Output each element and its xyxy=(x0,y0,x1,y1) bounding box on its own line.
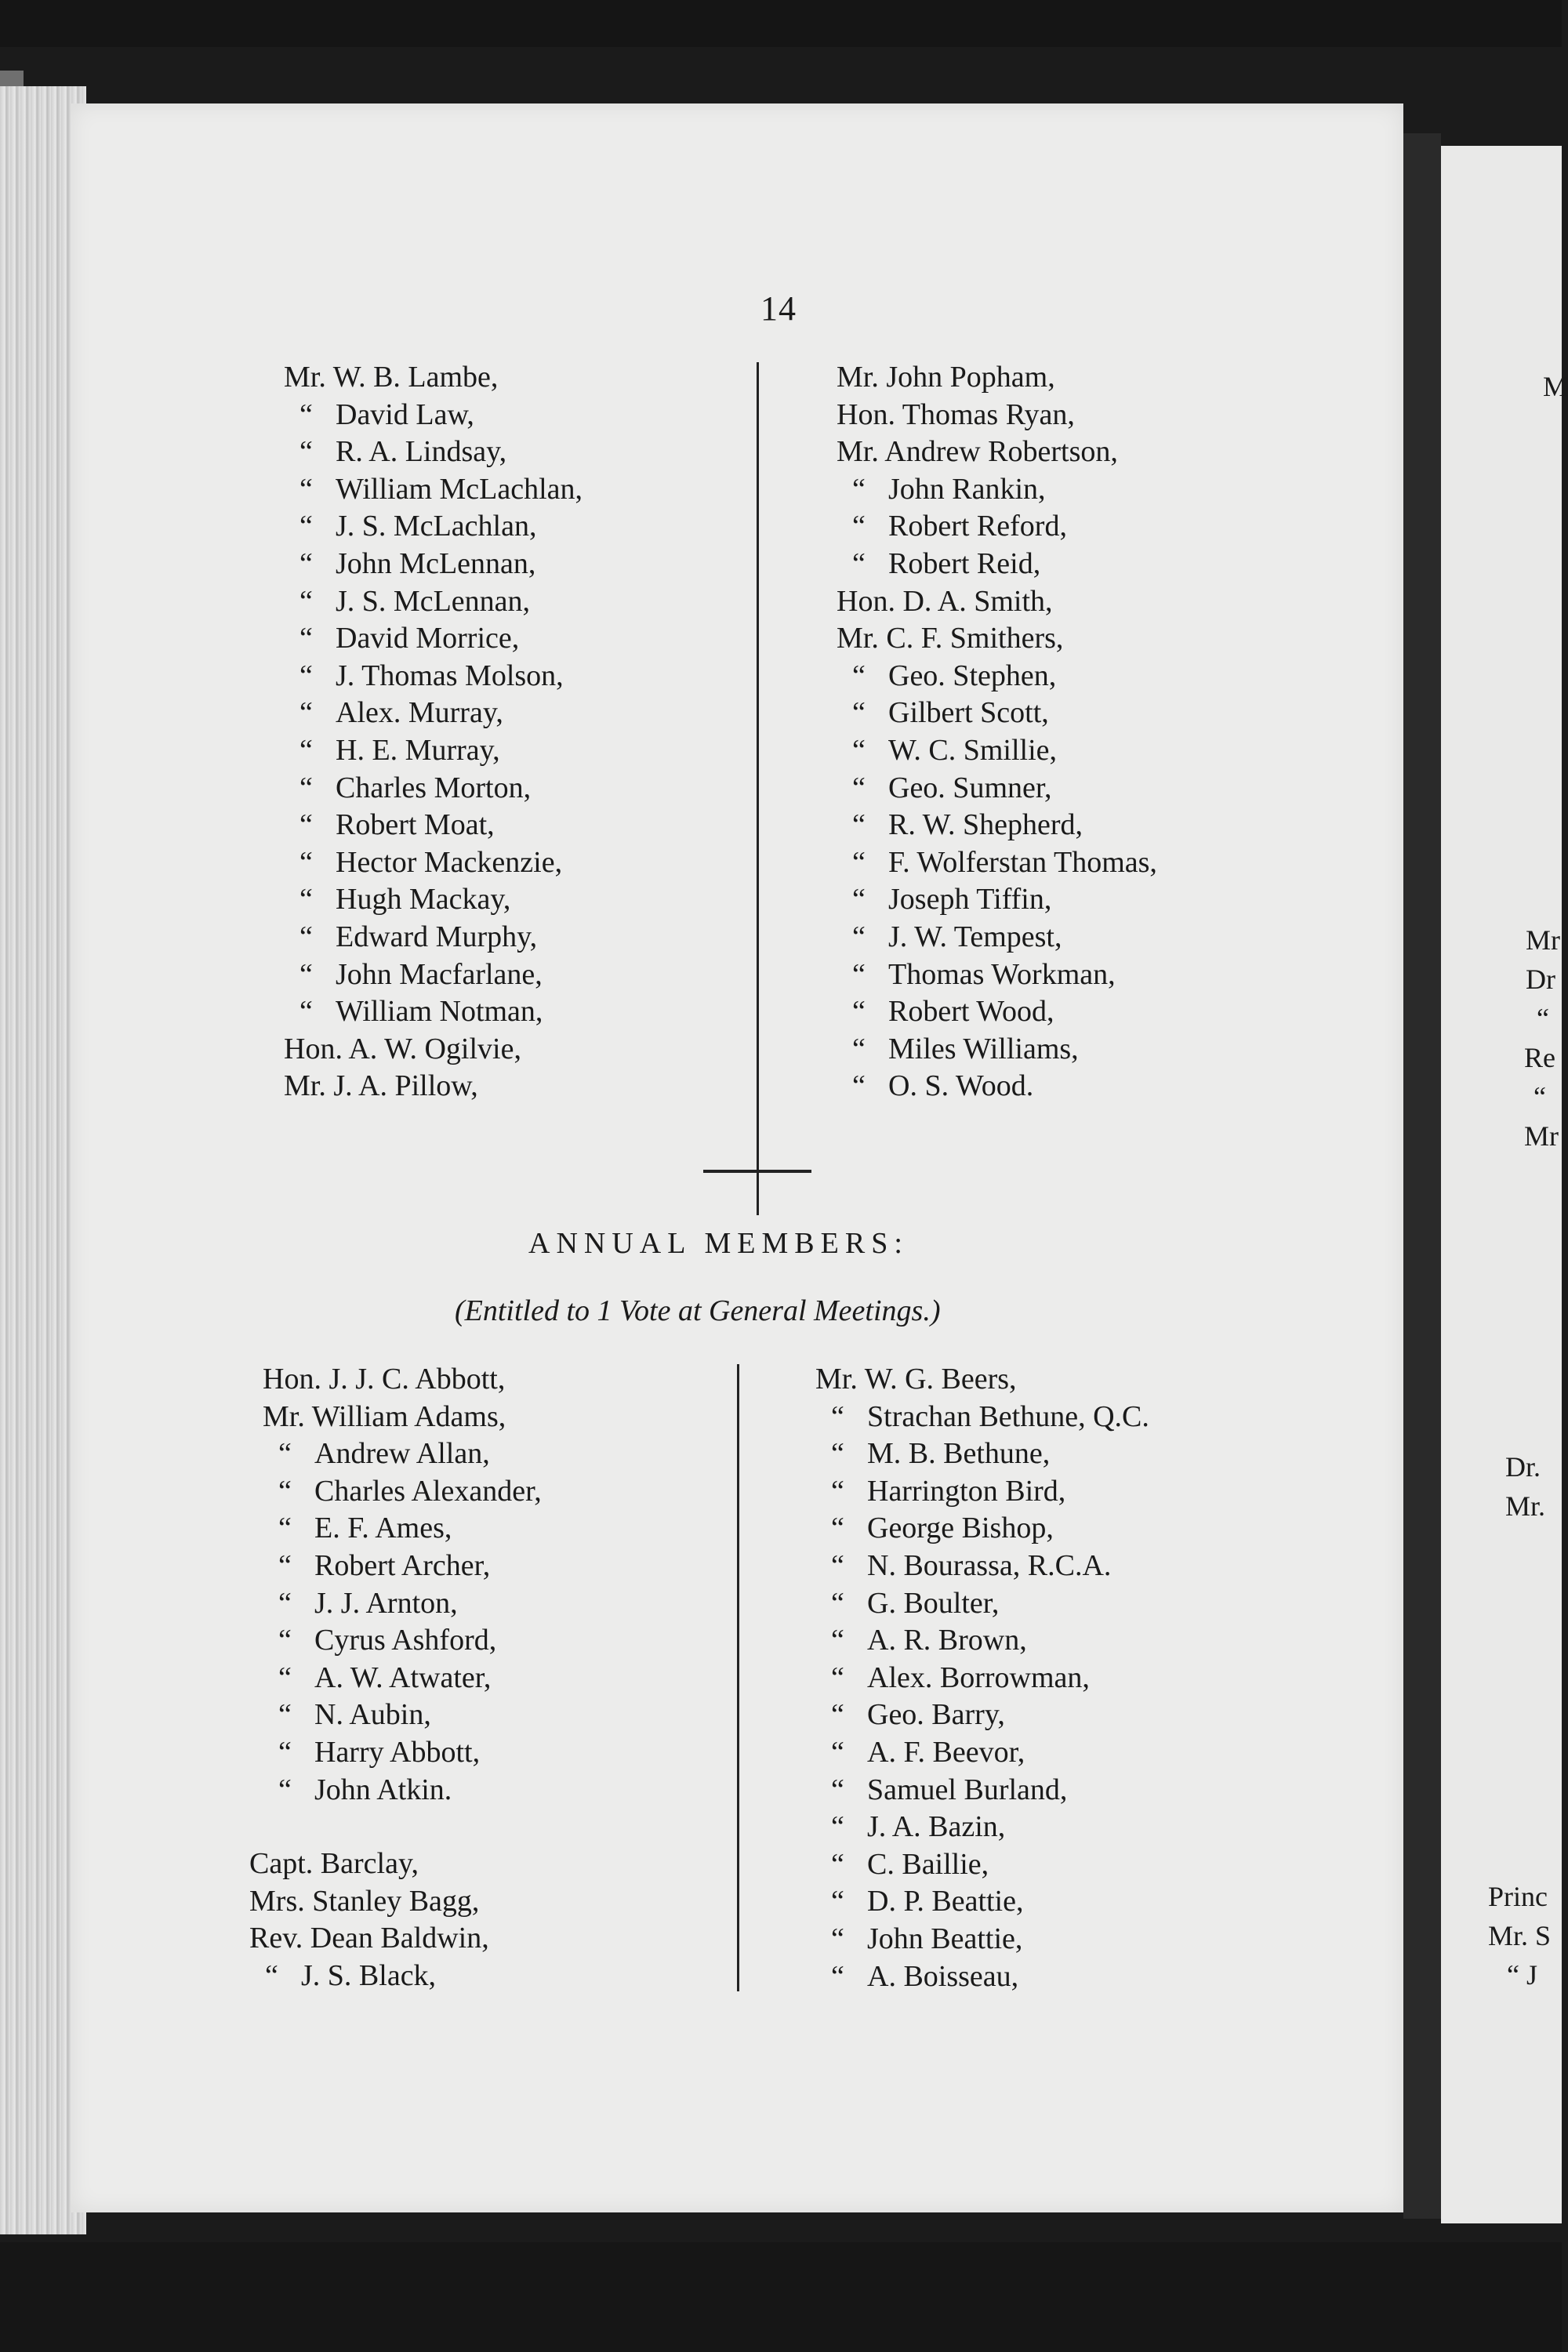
member-name: John Atkin. xyxy=(314,1773,452,1806)
member-entry xyxy=(837,397,1157,434)
page-number: 14 xyxy=(760,289,797,328)
member-name: W. B. Lambe, xyxy=(332,361,499,394)
member-name: John McLennan, xyxy=(336,546,536,580)
member-entry xyxy=(815,1436,1149,1473)
member-entry xyxy=(815,1399,1149,1436)
member-name: Dean Baldwin, xyxy=(310,1922,489,1955)
member-name: Robert Reid, xyxy=(888,546,1041,580)
member-entry xyxy=(284,993,583,1031)
member-entry xyxy=(815,1585,1149,1623)
ditto-mark: “ xyxy=(278,1548,292,1582)
member-entry xyxy=(837,993,1157,1031)
member-name: J. W. Tempest, xyxy=(888,920,1062,953)
member-name: J. S. Black, xyxy=(301,1958,437,1992)
member-entry xyxy=(263,1510,542,1548)
member-entry xyxy=(837,919,1157,956)
member-name: Andrew Allan, xyxy=(314,1437,490,1471)
ditto-mark: “ xyxy=(852,957,866,991)
member-name: Thomas Workman, xyxy=(888,957,1116,991)
member-entry xyxy=(815,1958,1149,1996)
member-entry xyxy=(284,620,583,658)
member-title: Mr. xyxy=(263,1399,305,1433)
member-title: Mr. xyxy=(837,622,879,655)
ditto-mark: “ xyxy=(278,1586,292,1620)
facing-page-fragment: Princ xyxy=(1488,1881,1548,1912)
ditto-mark: “ xyxy=(278,1512,292,1545)
member-entry xyxy=(815,1660,1149,1697)
member-name: A. W. Atwater, xyxy=(314,1661,492,1694)
member-entry xyxy=(815,1548,1149,1585)
member-entry xyxy=(815,1473,1149,1511)
ditto-mark: “ xyxy=(299,920,313,953)
ditto-mark: “ xyxy=(299,883,313,916)
facing-page-fragment: Mr xyxy=(1524,1120,1559,1152)
member-name: Cyrus Ashford, xyxy=(314,1624,497,1657)
member-entry xyxy=(284,397,583,434)
member-name: N. Aubin, xyxy=(314,1698,431,1732)
member-entry xyxy=(263,1585,542,1623)
member-name: A. F. Beevor, xyxy=(867,1735,1025,1769)
annual-members-left-group-2 xyxy=(249,1846,489,1994)
column-divider-top xyxy=(757,362,759,1215)
book-page xyxy=(71,103,1403,2212)
facing-page-fragment: M xyxy=(1543,371,1568,402)
member-name: Andrew Robertson, xyxy=(884,435,1118,469)
member-entry xyxy=(249,1958,489,1995)
member-entry xyxy=(263,1697,542,1734)
member-name: N. Bourassa, R.C.A. xyxy=(867,1548,1112,1582)
member-name: J. S. McLennan, xyxy=(336,584,531,618)
member-name: Alex. Borrowman, xyxy=(867,1661,1090,1694)
life-members-left-column xyxy=(284,359,583,1105)
member-entry xyxy=(249,1846,489,1883)
ditto-mark: “ xyxy=(852,771,866,804)
ditto-mark: “ xyxy=(852,1032,866,1065)
ditto-mark: “ xyxy=(278,1437,292,1471)
section-separator-rule xyxy=(703,1170,811,1173)
ditto-mark: “ xyxy=(852,845,866,879)
ditto-mark: “ xyxy=(831,1885,844,1918)
member-entry xyxy=(284,881,583,919)
ditto-mark: “ xyxy=(299,696,313,730)
ditto-mark: “ xyxy=(852,995,866,1029)
ditto-mark: “ xyxy=(831,1773,844,1806)
member-name: J. S. McLachlan, xyxy=(336,510,537,543)
member-name: Edward Murphy, xyxy=(336,920,538,953)
ditto-mark: “ xyxy=(299,472,313,506)
member-entry xyxy=(815,1809,1149,1846)
member-title: Rev. xyxy=(249,1922,303,1955)
ditto-mark: “ xyxy=(831,1512,844,1545)
member-entry xyxy=(837,844,1157,882)
member-name: Geo. Sumner, xyxy=(888,771,1052,804)
facing-page-fragment: Dr. xyxy=(1505,1451,1541,1483)
member-title: Mr. xyxy=(284,1069,326,1103)
member-entry xyxy=(284,471,583,509)
ditto-mark: “ xyxy=(831,1474,844,1508)
ditto-mark: “ xyxy=(265,1958,278,1992)
member-name: Geo. Barry, xyxy=(867,1698,1005,1732)
ditto-mark: “ xyxy=(831,1586,844,1620)
ditto-mark: “ xyxy=(299,845,313,879)
member-name: George Bishop, xyxy=(867,1512,1054,1545)
member-name: David Morrice, xyxy=(336,622,520,655)
ditto-mark: “ xyxy=(278,1661,292,1694)
ditto-mark: “ xyxy=(831,1399,844,1433)
member-entry xyxy=(284,434,583,471)
member-entry xyxy=(263,1473,542,1511)
member-entry xyxy=(815,1697,1149,1734)
ditto-mark: “ xyxy=(299,622,313,655)
member-name: Robert Moat, xyxy=(336,808,495,842)
member-title: Hon. xyxy=(837,397,895,431)
member-name: A. W. Ogilvie, xyxy=(348,1032,521,1065)
ditto-mark: “ xyxy=(278,1624,292,1657)
ditto-mark: “ xyxy=(299,808,313,842)
member-entry xyxy=(815,1622,1149,1660)
ditto-mark: “ xyxy=(831,1810,844,1844)
member-name: J. J. C. Abbott, xyxy=(328,1363,506,1396)
member-entry xyxy=(284,658,583,695)
member-name: John Rankin, xyxy=(888,472,1046,506)
member-name: Harry Abbott, xyxy=(314,1735,481,1769)
member-entry xyxy=(284,770,583,808)
facing-page-fragment: Dr xyxy=(1526,964,1555,995)
ditto-mark: “ xyxy=(299,771,313,804)
member-name: F. Wolferstan Thomas, xyxy=(888,845,1157,879)
ditto-mark: “ xyxy=(299,510,313,543)
member-name: A. Boisseau, xyxy=(867,1959,1019,1993)
member-entry xyxy=(263,1436,542,1473)
member-entry xyxy=(284,732,583,770)
ditto-mark: “ xyxy=(852,472,866,506)
ditto-mark: “ xyxy=(831,1698,844,1732)
member-entry xyxy=(263,1548,542,1585)
member-entry xyxy=(284,1031,583,1069)
member-entry xyxy=(837,1068,1157,1105)
ditto-mark: “ xyxy=(299,397,313,431)
member-entry xyxy=(284,583,583,621)
member-entry xyxy=(284,956,583,994)
member-title: Mr. xyxy=(837,435,879,469)
member-entry xyxy=(284,508,583,546)
member-entry xyxy=(837,881,1157,919)
member-title: Mrs. xyxy=(249,1884,305,1918)
ditto-mark: “ xyxy=(299,733,313,767)
member-entry xyxy=(815,1883,1149,1921)
member-title: Capt. xyxy=(249,1847,314,1880)
scanner-bottom-border xyxy=(0,2242,1562,2352)
member-name: Miles Williams, xyxy=(888,1032,1079,1065)
member-entry xyxy=(263,1660,542,1697)
member-entry xyxy=(284,844,583,882)
member-title: Mr. xyxy=(837,361,879,394)
member-entry xyxy=(263,1622,542,1660)
member-name: Joseph Tiffin, xyxy=(888,883,1052,916)
ditto-mark: “ xyxy=(831,1548,844,1582)
member-name: D. A. Smith, xyxy=(902,584,1053,618)
member-entry xyxy=(837,583,1157,621)
member-entry xyxy=(284,546,583,583)
annual-members-right-column xyxy=(815,1361,1149,1995)
member-name: J. A. Pillow, xyxy=(333,1069,478,1103)
facing-page-fragment: “ xyxy=(1537,1003,1549,1034)
facing-page-fragment: “ xyxy=(1534,1081,1546,1112)
member-entry xyxy=(249,1920,489,1958)
ditto-mark: “ xyxy=(852,659,866,692)
member-name: Hugh Mackay, xyxy=(336,883,511,916)
member-name: John Macfarlane, xyxy=(336,957,543,991)
member-name: Stanley Bagg, xyxy=(312,1884,480,1918)
member-name: William Adams, xyxy=(311,1399,506,1433)
member-entry xyxy=(837,359,1157,397)
ditto-mark: “ xyxy=(278,1735,292,1769)
member-name: R. A. Lindsay, xyxy=(336,435,507,469)
ditto-mark: “ xyxy=(852,733,866,767)
ditto-mark: “ xyxy=(831,1661,844,1694)
ditto-mark: “ xyxy=(278,1474,292,1508)
annual-members-heading: ANNUAL MEMBERS: xyxy=(528,1227,909,1260)
member-name: Robert Reford, xyxy=(888,510,1067,543)
ditto-mark: “ xyxy=(299,584,313,618)
book-gutter xyxy=(1403,133,1441,2219)
member-name: J. Thomas Molson, xyxy=(336,659,564,692)
ditto-mark: “ xyxy=(852,696,866,730)
member-entry xyxy=(837,770,1157,808)
facing-page-fragment: Mr. xyxy=(1505,1490,1546,1522)
column-divider-bottom xyxy=(737,1364,739,1991)
member-name: William Notman, xyxy=(336,995,543,1029)
member-entry xyxy=(815,1846,1149,1884)
ditto-mark: “ xyxy=(852,546,866,580)
member-name: John Popham, xyxy=(886,361,1055,394)
ditto-mark: “ xyxy=(852,920,866,953)
ditto-mark: “ xyxy=(831,1624,844,1657)
member-entry xyxy=(837,546,1157,583)
member-name: Harrington Bird, xyxy=(867,1474,1066,1508)
ditto-mark: “ xyxy=(831,1437,844,1471)
member-name: Alex. Murray, xyxy=(336,696,503,730)
member-entry xyxy=(284,359,583,397)
member-name: J. J. Arnton, xyxy=(314,1586,458,1620)
member-name: Samuel Burland, xyxy=(867,1773,1068,1806)
ditto-mark: “ xyxy=(299,957,313,991)
facing-page-fragment: “ J xyxy=(1507,1959,1537,1991)
member-name: D. P. Beattie, xyxy=(867,1885,1024,1918)
member-entry xyxy=(815,1921,1149,1958)
ditto-mark: “ xyxy=(299,435,313,469)
life-members-right-column xyxy=(837,359,1157,1105)
member-entry xyxy=(263,1399,542,1436)
annual-members-subheading: (Entitled to 1 Vote at General Meetings.) xyxy=(455,1294,941,1327)
ditto-mark: “ xyxy=(831,1959,844,1993)
facing-page xyxy=(1441,146,1568,2223)
member-entry xyxy=(284,1068,583,1105)
member-name: H. E. Murray, xyxy=(336,733,500,767)
member-name: M. B. Bethune, xyxy=(867,1437,1051,1471)
ditto-mark: “ xyxy=(831,1922,844,1955)
member-entry xyxy=(837,732,1157,770)
member-entry xyxy=(837,658,1157,695)
member-title: Mr. xyxy=(815,1363,858,1396)
member-entry xyxy=(837,807,1157,844)
member-entry xyxy=(263,1361,542,1399)
member-title: Hon. xyxy=(284,1032,343,1065)
member-entry xyxy=(284,807,583,844)
member-entry xyxy=(837,508,1157,546)
member-name: John Beattie, xyxy=(867,1922,1023,1955)
member-name: E. F. Ames, xyxy=(314,1512,452,1545)
member-entry xyxy=(837,620,1157,658)
member-name: Charles Morton, xyxy=(336,771,532,804)
member-entry xyxy=(263,1772,542,1809)
member-name: Geo. Stephen, xyxy=(888,659,1057,692)
member-entry xyxy=(263,1734,542,1772)
member-entry xyxy=(249,1883,489,1921)
member-entry xyxy=(284,919,583,956)
ditto-mark: “ xyxy=(852,883,866,916)
member-name: Barclay, xyxy=(320,1847,419,1880)
member-name: G. Boulter, xyxy=(867,1586,1000,1620)
member-entry xyxy=(837,1031,1157,1069)
member-name: C. Baillie, xyxy=(867,1847,989,1881)
facing-page-fragment: Re xyxy=(1524,1042,1555,1073)
ditto-mark: “ xyxy=(852,510,866,543)
member-name: O. S. Wood. xyxy=(888,1069,1034,1103)
member-name: William McLachlan, xyxy=(336,472,583,506)
member-name: Hector Mackenzie, xyxy=(336,845,563,879)
member-name: R. W. Shepherd, xyxy=(888,808,1083,842)
annual-members-left-group-1 xyxy=(263,1361,542,1809)
member-entry xyxy=(815,1361,1149,1399)
member-name: W. C. Smillie, xyxy=(888,733,1058,767)
member-name: J. A. Bazin, xyxy=(867,1810,1006,1844)
member-name: Robert Wood, xyxy=(888,995,1054,1029)
member-title: Mr. xyxy=(284,361,326,394)
ditto-mark: “ xyxy=(831,1735,844,1769)
member-entry xyxy=(284,695,583,732)
member-name: Strachan Bethune, Q.C. xyxy=(867,1399,1149,1433)
ditto-mark: “ xyxy=(299,995,313,1029)
ditto-mark: “ xyxy=(852,808,866,842)
ditto-mark: “ xyxy=(278,1698,292,1732)
member-name: David Law, xyxy=(336,397,474,431)
member-entry xyxy=(837,471,1157,509)
member-title: Hon. xyxy=(837,584,895,618)
facing-page-fragment: Mr. S xyxy=(1488,1920,1552,1951)
member-entry xyxy=(815,1510,1149,1548)
ditto-mark: “ xyxy=(831,1847,844,1881)
member-name: Gilbert Scott, xyxy=(888,696,1049,730)
member-entry xyxy=(837,695,1157,732)
scanner-top-border xyxy=(0,0,1562,47)
member-name: Thomas Ryan, xyxy=(902,397,1075,431)
ditto-mark: “ xyxy=(299,546,313,580)
member-name: Charles Alexander, xyxy=(314,1474,542,1508)
member-entry xyxy=(837,956,1157,994)
member-entry xyxy=(815,1734,1149,1772)
member-entry xyxy=(815,1772,1149,1809)
member-name: C. F. Smithers, xyxy=(886,622,1064,655)
member-name: W. G. Beers, xyxy=(864,1363,1017,1396)
member-entry xyxy=(837,434,1157,471)
member-name: Robert Archer, xyxy=(314,1548,491,1582)
ditto-mark: “ xyxy=(299,659,313,692)
member-name: A. R. Brown, xyxy=(867,1624,1027,1657)
ditto-mark: “ xyxy=(278,1773,292,1806)
member-title: Hon. xyxy=(263,1363,321,1396)
facing-page-fragment: Mr xyxy=(1526,924,1560,956)
ditto-mark: “ xyxy=(852,1069,866,1103)
